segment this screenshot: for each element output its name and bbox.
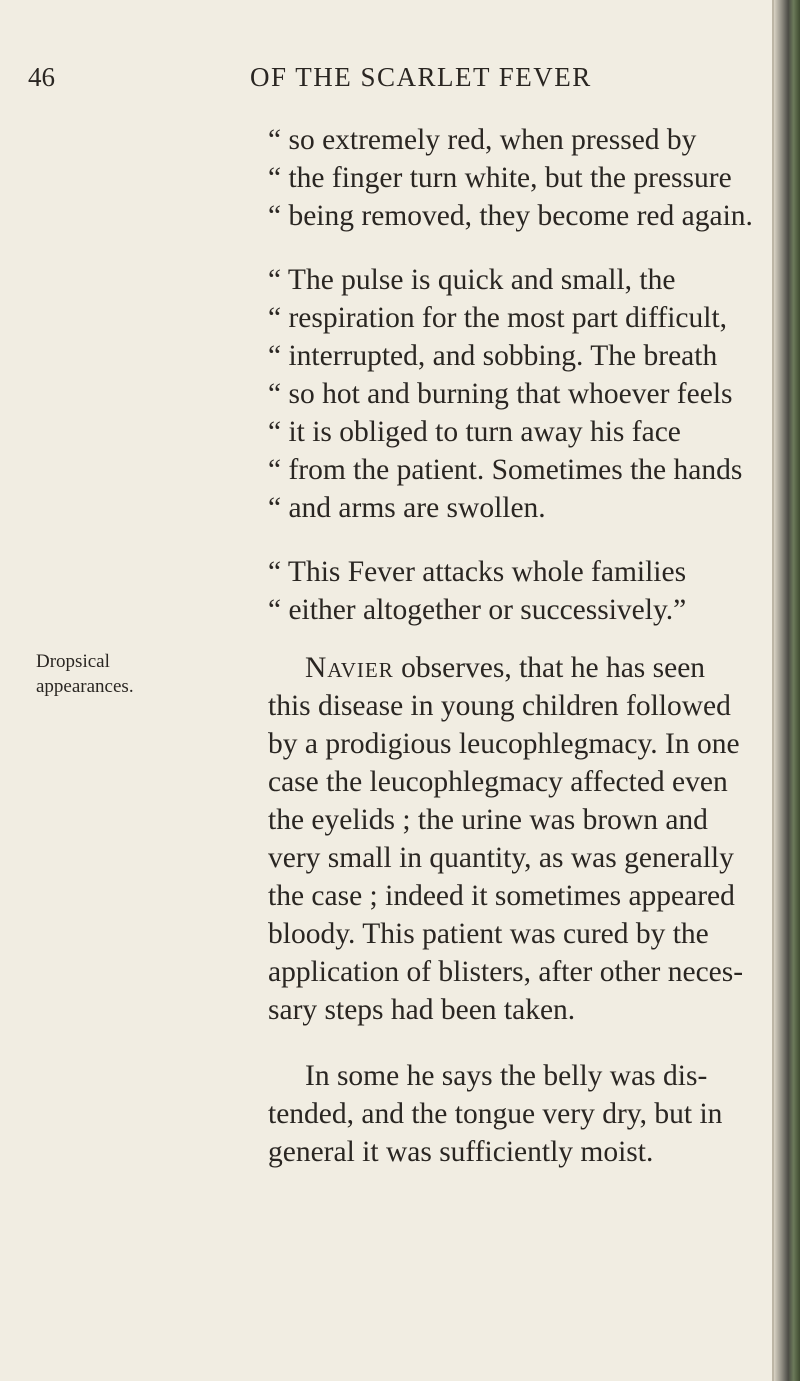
text-line: “ the finger turn white, but the pressure (268, 162, 732, 194)
text-line: by a prodigious leucophlegmacy. In one (268, 728, 740, 760)
author-name: Navier (305, 652, 394, 684)
text-line: the eyelids ; the urine was brown and (268, 804, 708, 836)
text-line: “ respiration for the most part difficult, (268, 302, 728, 334)
text-line: “ This Fever attacks whole families (268, 556, 687, 588)
text-line: this disease in young children followed (268, 690, 731, 722)
text-line: tended, and the tongue very dry, but in (268, 1098, 723, 1130)
text-line: “ either altogether or successively.” (268, 594, 687, 626)
text-line (305, 650, 705, 686)
text-line: “ from the patient. Sometimes the hands (268, 454, 743, 486)
text-line: “ so extremely red, when pressed by (268, 124, 697, 156)
book-spine-edge (774, 0, 800, 1381)
text-fragment: observes, that he has seen (393, 652, 706, 684)
text-line: “ interrupted, and sobbing. The breath (268, 340, 718, 372)
text-line: “ being removed, they become red again. (268, 200, 753, 232)
running-head (0, 62, 760, 98)
text-line: application of blisters, after other neces- (268, 956, 744, 988)
margin-note-line-1: Dropsical (36, 651, 110, 672)
text-line: “ it is obliged to turn away his face (268, 416, 681, 448)
page-number: 46 (28, 62, 55, 92)
text-line: “ so hot and burning that whoever feels (268, 378, 733, 410)
text-line: case the leucophlegmacy affected even (268, 766, 728, 798)
text-line: “ The pulse is quick and small, the (268, 264, 676, 296)
text-line: general it was sufficiently moist. (268, 1136, 654, 1168)
running-head-title: OF THE SCARLET FEVER (250, 62, 592, 92)
text-line: bloody. This patient was cured by the (268, 918, 709, 950)
text-line: the case ; indeed it sometimes appeared (268, 880, 735, 912)
text-line: sary steps had been taken. (268, 994, 576, 1026)
text-line: “ and arms are swollen. (268, 492, 546, 524)
text-line: very small in quantity, as was generally (268, 842, 734, 874)
text-line: In some he says the belly was dis- (305, 1060, 708, 1092)
margin-note-line-2: appearances. (36, 676, 134, 697)
